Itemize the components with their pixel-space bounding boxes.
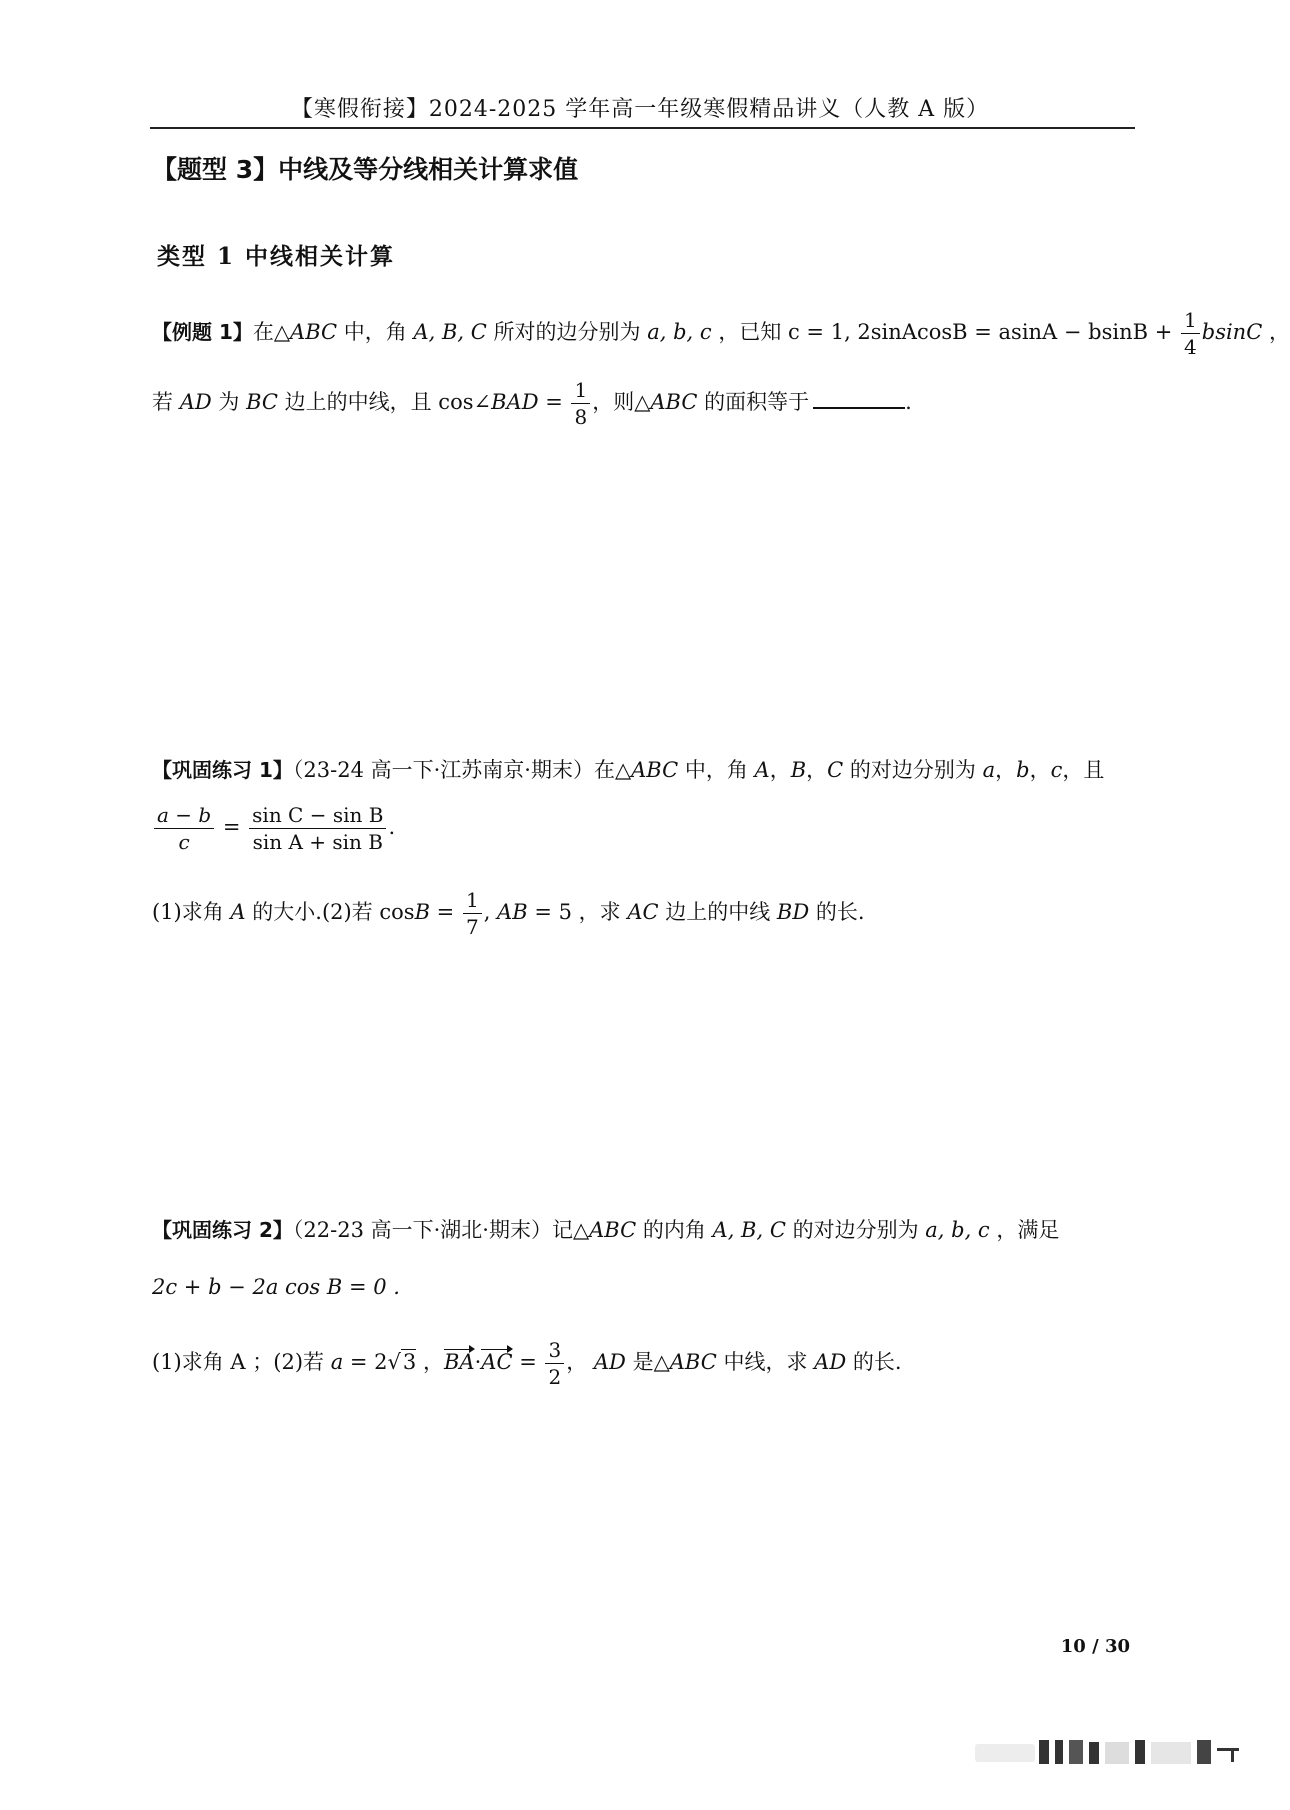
text: （23-24 高一下·江苏南京·期末）在△ (292, 758, 632, 782)
math: ABC (589, 1218, 637, 1242)
text: 的对边分别为 (843, 758, 983, 782)
fraction (571, 380, 590, 427)
practice-1-line-1 (152, 760, 1104, 781)
text: (1)求角 (152, 900, 231, 924)
math: ABC (669, 1350, 717, 1374)
practice-1-tag: 【巩固练习 1】 (152, 758, 293, 782)
answer-blank[interactable] (813, 389, 905, 409)
section-title: 【题型 3】中线及等分线相关计算求值 (152, 155, 579, 184)
text: = (430, 900, 461, 924)
fraction-denominator: 2 (548, 1365, 562, 1389)
fraction (249, 805, 386, 852)
text: ， (1262, 320, 1290, 344)
sqrt-symbol: √ (387, 1350, 401, 1374)
fraction-numerator: 1 (463, 890, 482, 914)
math: AD (814, 1350, 847, 1374)
math: c (1050, 758, 1063, 782)
text: 若 (152, 390, 180, 414)
math: a, b, c (925, 1218, 990, 1242)
text: 中，角 (678, 758, 755, 782)
dot-operator: · (474, 1350, 482, 1374)
example-1-tag: 【例题 1】 (152, 320, 253, 344)
math: A (230, 900, 246, 924)
text: ，已知 (711, 320, 788, 344)
header-rule (150, 127, 1135, 129)
fraction-denominator: sin A + sin B (252, 830, 383, 854)
text: 的对边分别为 (785, 1218, 926, 1242)
text: ，满足 (989, 1218, 1060, 1242)
text: ，且 (1062, 758, 1105, 782)
fraction-denominator: 4 (1184, 335, 1197, 359)
fraction-numerator: 3 (545, 1340, 564, 1364)
math: AD (593, 1350, 626, 1374)
math: AB (497, 900, 528, 924)
fraction-numerator: 1 (1181, 310, 1200, 334)
text: ， (769, 758, 791, 782)
practice-2-line-3 (152, 1340, 902, 1387)
math: ABC (631, 758, 679, 782)
sqrt-radicand: 3 (402, 1350, 417, 1374)
math: B (414, 900, 430, 924)
text: 的长. (809, 900, 865, 924)
text: 边上的中线 (658, 900, 777, 924)
math: AC (627, 900, 659, 924)
text: （22-23 高一下·湖北·期末）记△ (292, 1218, 590, 1242)
text: 的大小.(2)若 cos (245, 900, 415, 924)
fraction (154, 805, 214, 852)
text: ，则△ (592, 390, 651, 414)
math: a, b, c (647, 320, 712, 344)
text: 为 (211, 390, 247, 414)
text: ， (995, 758, 1017, 782)
math: B (790, 758, 807, 782)
vector-ac: AC (481, 1350, 513, 1374)
watermark-bars-icon (975, 1738, 1255, 1768)
text: 的长. (846, 1350, 902, 1374)
text: = (216, 815, 248, 839)
fraction-denominator: 8 (574, 405, 588, 429)
math: A, B, C (413, 320, 487, 344)
text: 在△ (252, 320, 291, 344)
practice-1-line-2 (152, 805, 395, 852)
example-1-line-2 (152, 380, 912, 427)
page-number: 10 / 30 (1060, 1636, 1130, 1657)
practice-2-line-2 (152, 1277, 400, 1298)
text: ， (1029, 758, 1051, 782)
math: AD (179, 390, 212, 414)
text: 的面积等于 (697, 390, 810, 414)
text: 是△ (625, 1350, 670, 1374)
math: C (827, 758, 844, 782)
math: a (330, 1350, 344, 1374)
text: = 5 ，求 (527, 900, 628, 924)
fraction (545, 1340, 564, 1387)
page-header: 【寒假衔接】2024-2025 学年高一年级寒假精品讲义（人教 A 版） (290, 97, 990, 122)
math: bsinC (1201, 320, 1263, 344)
text: 中线，求 (716, 1350, 815, 1374)
fraction (1181, 310, 1200, 357)
text: = 2 (343, 1350, 388, 1374)
math: A, B, C (712, 1218, 786, 1242)
math-equation: 2c + b − 2a cos B = 0 . (152, 1275, 400, 1299)
math: A (754, 758, 770, 782)
text: ， (416, 1350, 444, 1374)
text: ， (806, 758, 828, 782)
text: 中，角 (337, 320, 414, 344)
math: BD (776, 900, 810, 924)
fraction-numerator: sin C − sin B (249, 805, 386, 829)
practice-2-tag: 【巩固练习 2】 (152, 1218, 293, 1242)
text: = (538, 390, 570, 414)
type-title: 类型 1 中线相关计算 (157, 243, 396, 270)
text: = (512, 1350, 544, 1374)
fraction-denominator: c (178, 830, 190, 854)
text: 边上的中线，且 cos∠ (277, 390, 492, 414)
text: 所对的边分别为 (486, 320, 648, 344)
math: ABC (650, 390, 698, 414)
fraction-denominator: 7 (465, 915, 479, 939)
math: BAD (491, 390, 539, 414)
math: b (1016, 758, 1030, 782)
text: , (483, 900, 498, 924)
math: a (982, 758, 996, 782)
math-equation: c = 1, 2sinAcosB = asinA − bsinB + (788, 320, 1180, 344)
vector-ba: BA (443, 1350, 475, 1374)
fraction-numerator: 1 (571, 380, 590, 404)
text: . (905, 390, 912, 414)
practice-1-line-3 (152, 890, 865, 937)
practice-2-line-1 (152, 1220, 1059, 1241)
fraction-numerator: a − b (154, 805, 214, 829)
math: ABC (290, 320, 338, 344)
text: (1)求角 A ；(2)若 (152, 1350, 331, 1374)
example-1-line-1 (152, 310, 1290, 357)
text: 的内角 (636, 1218, 713, 1242)
text: ， (566, 1350, 594, 1374)
text: . (388, 815, 396, 839)
fraction (463, 890, 482, 937)
math: BC (246, 390, 278, 414)
